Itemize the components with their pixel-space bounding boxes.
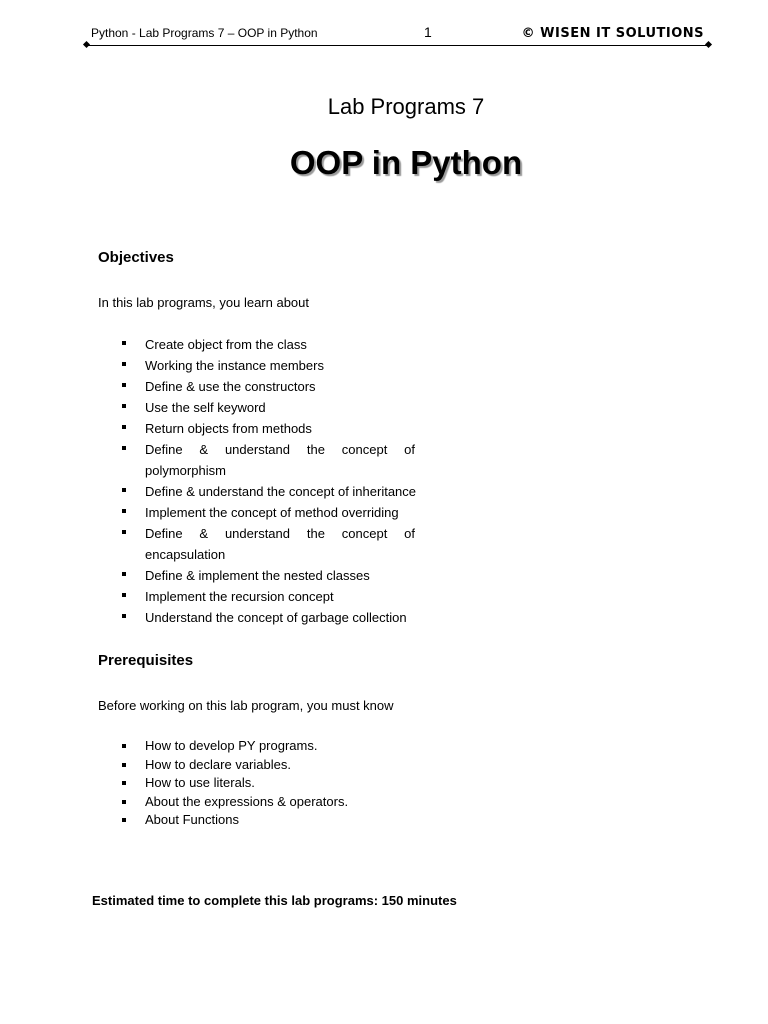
list-item: Implement the concept of method overriding (98, 502, 428, 523)
header-page-number: 1 (424, 24, 432, 40)
objectives-list (98, 334, 428, 628)
list-item: Define & use the constructors (98, 376, 428, 397)
estimated-time-note: Estimated time to complete this lab programs: 150 minutes (92, 893, 457, 908)
header-rule (86, 45, 710, 46)
lab-subtitle: Lab Programs 7 (327, 94, 485, 119)
header-document-title: Python - Lab Programs 7 – OOP in Python (91, 26, 318, 40)
page-title: OOP in Python (289, 144, 523, 181)
list-item: Implement the recursion concept (98, 586, 428, 607)
prerequisites-heading: Prerequisites (98, 652, 194, 669)
list-item: Define & understand the concept of encapsulation (98, 523, 415, 565)
objectives-intro: In this lab programs, you learn about (98, 295, 310, 310)
list-item: Define & implement the nested classes (98, 565, 428, 586)
list-item: How to use literals. (98, 774, 428, 793)
page-header (86, 24, 710, 46)
rule-right-diamond-icon (705, 41, 712, 48)
list-item: Understand the concept of garbage collection (98, 607, 428, 628)
prerequisites-intro: Before working on this lab program, you must know (98, 698, 394, 713)
prerequisites-list (98, 737, 428, 830)
list-item: How to develop PY programs. (98, 737, 428, 756)
objectives-heading: Objectives (98, 249, 174, 266)
list-item: Working the instance members (98, 355, 428, 376)
list-item: Create object from the class (98, 334, 428, 355)
header-company-name: © WISEN IT SOLUTIONS (521, 26, 704, 41)
list-item: About Functions (98, 811, 428, 830)
list-item: Define & understand the concept of polymorphism (98, 439, 415, 481)
list-item: Define & understand the concept of inheritance (98, 481, 428, 502)
list-item: About the expressions & operators. (98, 793, 428, 812)
list-item: How to declare variables. (98, 756, 428, 775)
list-item: Use the self keyword (98, 397, 428, 418)
list-item: Return objects from methods (98, 418, 428, 439)
